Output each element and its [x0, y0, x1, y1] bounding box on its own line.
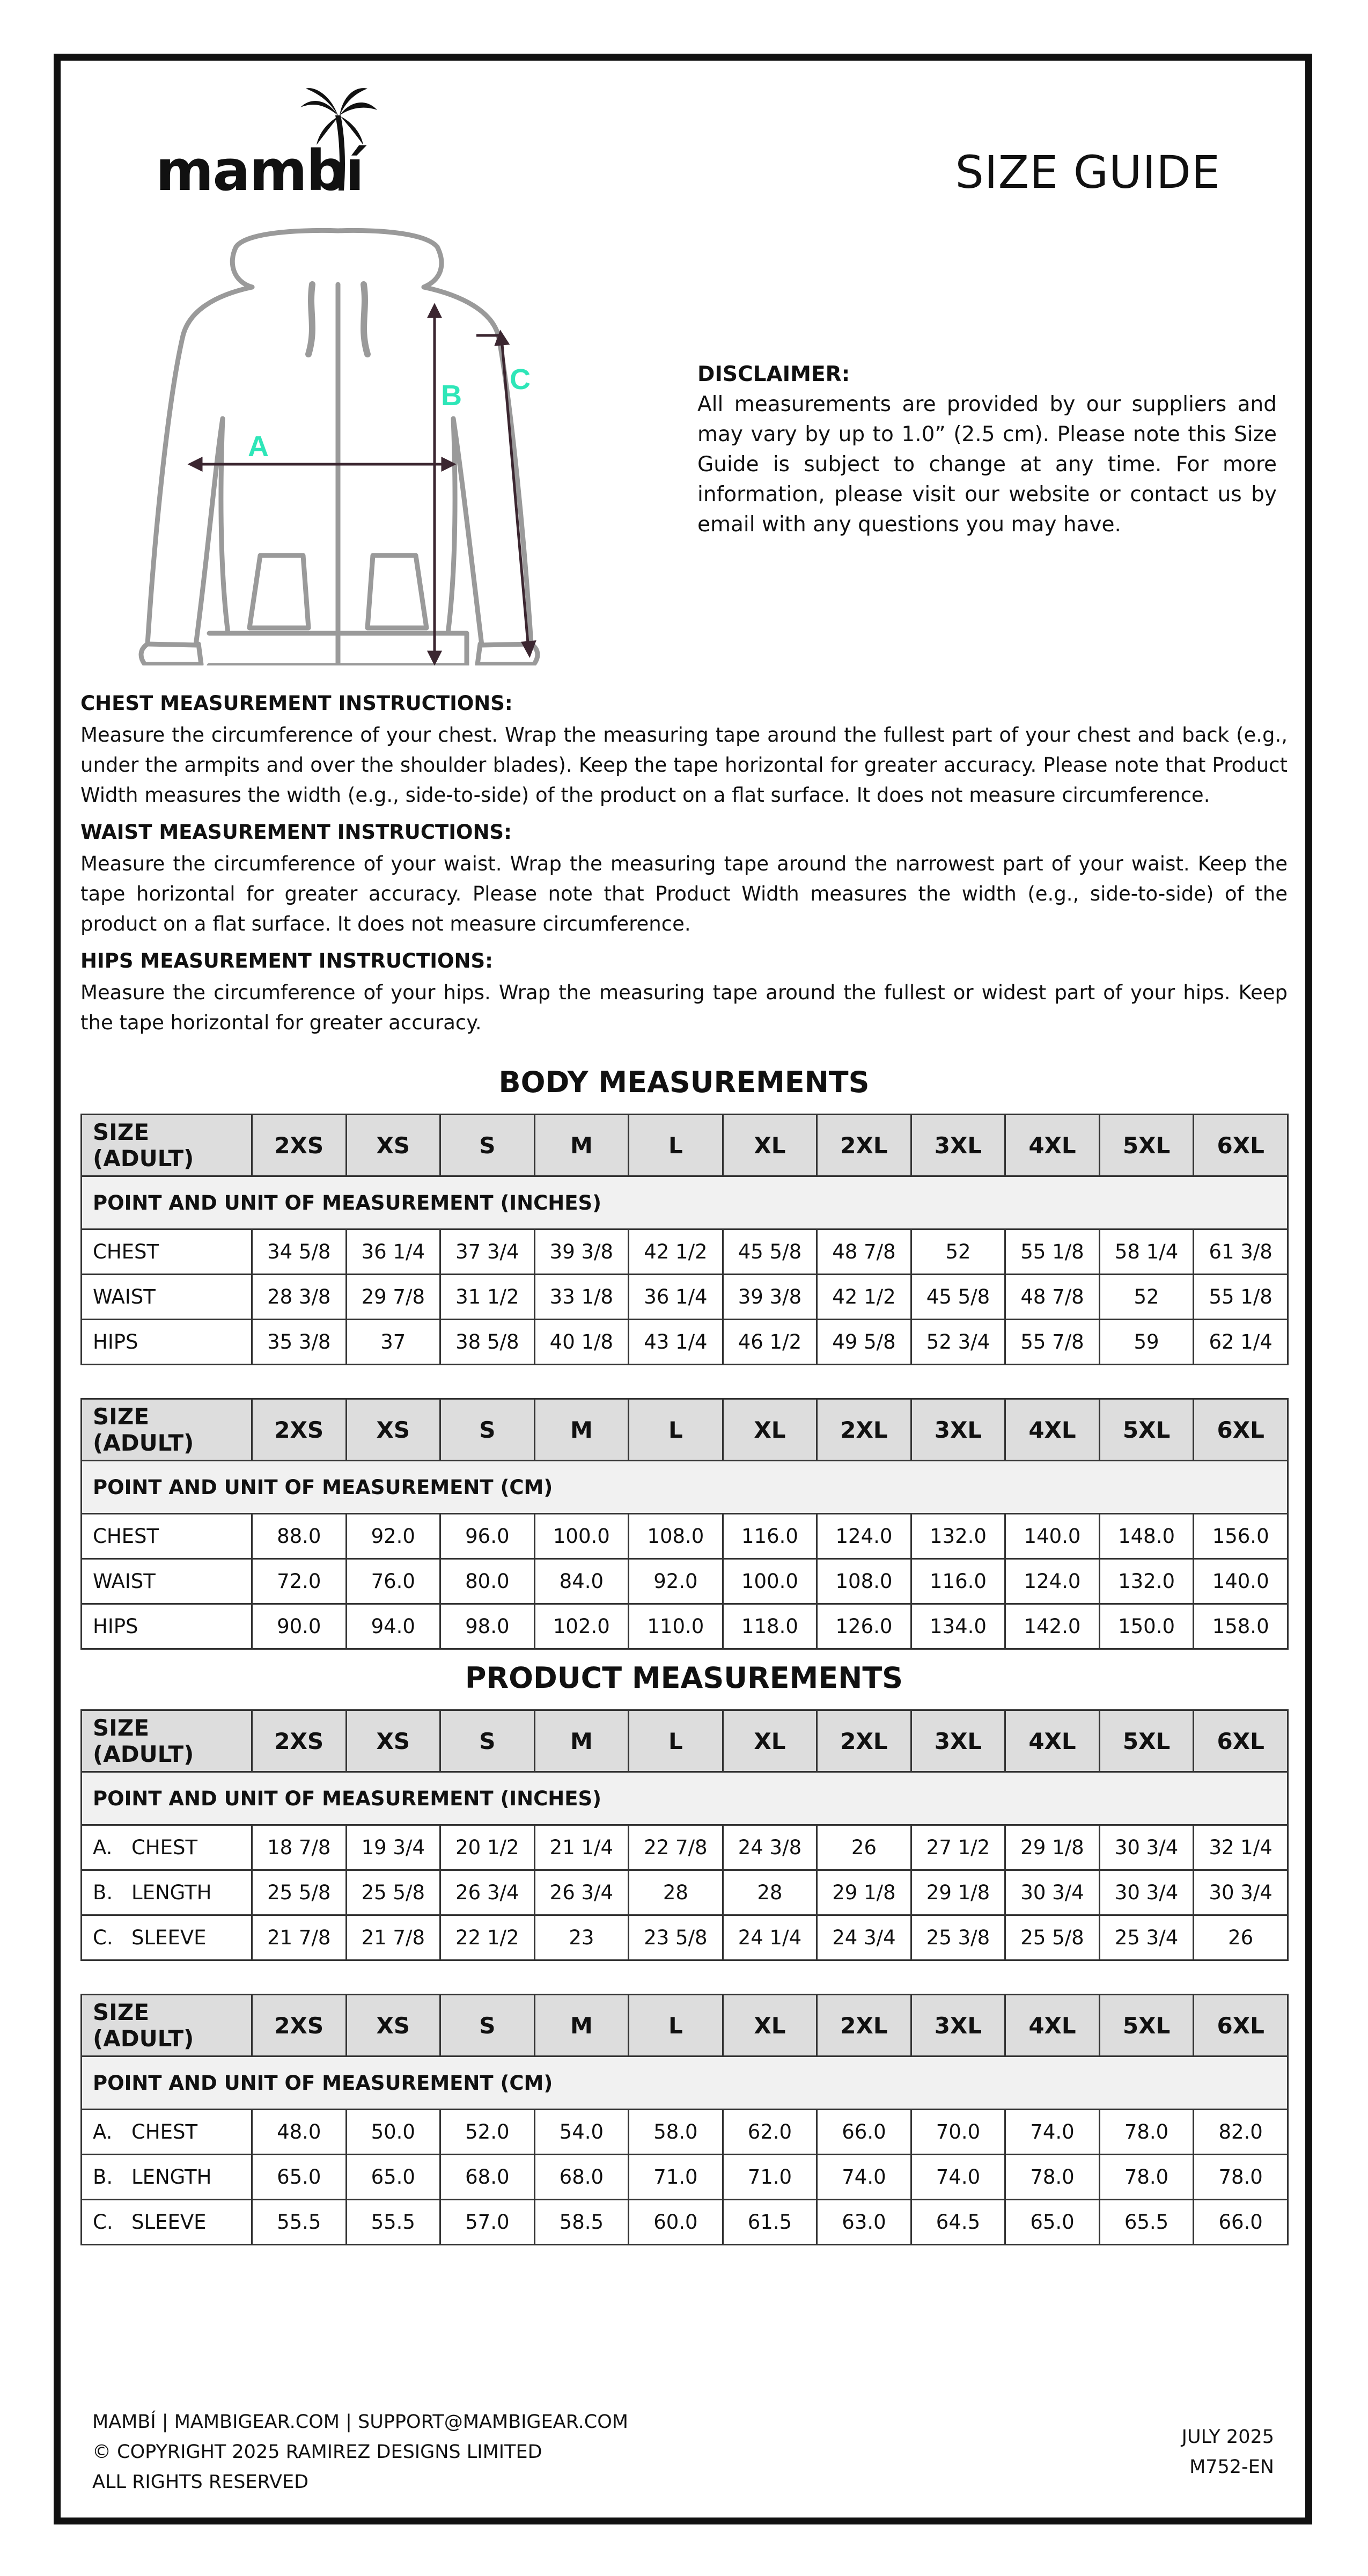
measurement-value-cell: 61.5 [723, 2200, 817, 2245]
measurement-value-cell: 27 1/2 [911, 1825, 1005, 1870]
measurement-value-cell: 20 1/2 [440, 1825, 535, 1870]
measurement-value-cell: 26 [1194, 1915, 1288, 1960]
unit-row [82, 1772, 1288, 1825]
measurement-value-cell: 23 5/8 [629, 1915, 723, 1960]
unit-label: POINT AND UNIT OF MEASUREMENT (INCHES) [82, 1772, 1288, 1825]
size-column-header: S [440, 1710, 535, 1772]
measurement-label: CHEST [93, 1525, 159, 1548]
measurement-value-cell: 49 5/8 [817, 1320, 911, 1365]
size-column-header: 5XL [1099, 1399, 1194, 1461]
measurement-value-cell: 65.0 [346, 2155, 440, 2200]
measurement-value-cell: 132.0 [911, 1514, 1005, 1559]
measurement-value-cell: 58 1/4 [1099, 1230, 1194, 1275]
measurement-value-cell: 19 3/4 [346, 1825, 440, 1870]
measurement-value-cell: 48 7/8 [817, 1230, 911, 1275]
size-column-header: XL [723, 1995, 817, 2057]
measurement-value-cell: 84.0 [534, 1559, 629, 1604]
measurement-value-cell: 34 5/8 [252, 1230, 347, 1275]
measurement-value-cell: 100.0 [534, 1514, 629, 1559]
size-column-header: M [534, 1399, 629, 1461]
size-column-header: 2XS [252, 1710, 347, 1772]
waist-instructions-text: Measure the circumference of your waist. Wrap the measuring tape around the narrowest part of your waist. Keep the tape horizontal for greater accuracy. Please note that Product Width measures the width (e.g., side-to-side) of the product on a flat surface. It does not measure circumference. [80, 852, 1288, 935]
size-column-header: 5XL [1099, 1115, 1194, 1176]
measurement-value-cell: 26 3/4 [440, 1870, 535, 1915]
measurement-letter: A. [93, 1836, 113, 1859]
measurement-value-cell: 108.0 [817, 1559, 911, 1604]
measurement-value-cell: 76.0 [346, 1559, 440, 1604]
size-column-header: 5XL [1099, 1710, 1194, 1772]
table-row [82, 2200, 1288, 2245]
size-column-header: XS [346, 1399, 440, 1461]
measurement-value-cell: 158.0 [1194, 1604, 1288, 1649]
measurement-value-cell: 45 5/8 [911, 1275, 1005, 1320]
table-header-row [82, 1115, 1288, 1176]
size-column-header: S [440, 1995, 535, 2057]
unit-label: POINT AND UNIT OF MEASUREMENT (INCHES) [82, 1176, 1288, 1230]
size-column-header: L [629, 1995, 723, 2057]
measurement-value-cell: 102.0 [534, 1604, 629, 1649]
measurement-value-cell: 29 7/8 [346, 1275, 440, 1320]
body-measurements-cm-table [80, 1398, 1289, 1650]
measurement-value-cell: 58.0 [629, 2110, 723, 2155]
measurement-value-cell: 52 [911, 1230, 1005, 1275]
size-column-header: M [534, 1710, 629, 1772]
size-column-header: L [629, 1399, 723, 1461]
measurement-value-cell: 40 1/8 [534, 1320, 629, 1365]
diagram-label-b: B [441, 379, 462, 412]
measurement-value-cell: 57.0 [440, 2200, 535, 2245]
measurement-label: LENGTH [131, 1881, 212, 1904]
size-column-header: 4XL [1005, 1995, 1100, 2057]
measurement-label: LENGTH [131, 2165, 212, 2189]
size-column-header: 4XL [1005, 1710, 1100, 1772]
chest-instructions-text: Measure the circumference of your chest. Wrap the measuring tape around the fullest part of your chest and back (e.g., under the armpits and over the shoulder blades). Keep the tape horizontal for greater accuracy. Please note that Product Width measures the width (e.g., side-to-side) of the product on a flat surface. It does not measure circumference. [80, 723, 1288, 807]
measurement-value-cell: 55 1/8 [1005, 1230, 1100, 1275]
measurement-value-cell: 54.0 [534, 2110, 629, 2155]
unit-row [82, 1176, 1288, 1230]
measurement-value-cell: 26 [817, 1825, 911, 1870]
measurement-value-cell: 29 1/8 [817, 1870, 911, 1915]
measurement-value-cell: 65.0 [252, 2155, 347, 2200]
measurement-value-cell: 25 3/4 [1099, 1915, 1194, 1960]
measurement-label-cell [82, 2155, 252, 2200]
footer-contact: MAMBÍ | MAMBIGEAR.COM | SUPPORT@MAMBIGEAR.COM [92, 2411, 628, 2433]
size-column-header: XS [346, 1995, 440, 2057]
measurement-value-cell: 94.0 [346, 1604, 440, 1649]
body-measurements-inches-table [80, 1114, 1289, 1365]
size-column-header: 3XL [911, 1115, 1005, 1176]
hips-instructions-heading: HIPS MEASUREMENT INSTRUCTIONS: [80, 949, 493, 972]
footer-rights: ALL RIGHTS RESERVED [92, 2471, 309, 2493]
measurement-value-cell: 60.0 [629, 2200, 723, 2245]
size-column-header: XL [723, 1115, 817, 1176]
measurement-value-cell: 80.0 [440, 1559, 535, 1604]
table-header-row [82, 1995, 1288, 2057]
brand-wordmark: mambí [156, 138, 364, 203]
measurement-value-cell: 82.0 [1194, 2110, 1288, 2155]
size-column-header: XS [346, 1115, 440, 1176]
size-column-header: M [534, 1115, 629, 1176]
measurement-label: CHEST [93, 1240, 159, 1263]
measurement-value-cell: 24 3/4 [817, 1915, 911, 1960]
measurement-value-cell: 72.0 [252, 1559, 347, 1604]
measurement-value-cell: 31 1/2 [440, 1275, 535, 1320]
measurement-value-cell: 92.0 [629, 1559, 723, 1604]
measurement-label: HIPS [93, 1330, 138, 1353]
measurement-value-cell: 63.0 [817, 2200, 911, 2245]
measurement-value-cell: 46 1/2 [723, 1320, 817, 1365]
table-row [82, 2110, 1288, 2155]
measurement-value-cell: 98.0 [440, 1604, 535, 1649]
measurement-value-cell: 55 1/8 [1194, 1275, 1288, 1320]
measurement-value-cell: 28 [629, 1870, 723, 1915]
measurement-instructions [80, 682, 1288, 1038]
measurement-value-cell: 124.0 [817, 1514, 911, 1559]
measurement-value-cell: 61 3/8 [1194, 1230, 1288, 1275]
measurement-value-cell: 100.0 [723, 1559, 817, 1604]
measurement-value-cell: 32 1/4 [1194, 1825, 1288, 1870]
measurement-label-cell [82, 2110, 252, 2155]
unit-label: POINT AND UNIT OF MEASUREMENT (CM) [82, 2057, 1288, 2110]
measurement-value-cell: 74.0 [817, 2155, 911, 2200]
measurement-value-cell: 116.0 [723, 1514, 817, 1559]
size-column-header: 6XL [1194, 1710, 1288, 1772]
measurement-value-cell: 33 1/8 [534, 1275, 629, 1320]
measurement-value-cell: 70.0 [911, 2110, 1005, 2155]
measurement-value-cell: 52 [1099, 1275, 1194, 1320]
measurement-value-cell: 116.0 [911, 1559, 1005, 1604]
measurement-value-cell: 48 7/8 [1005, 1275, 1100, 1320]
hoodie-diagram [123, 220, 553, 665]
product-measurements-inches-table [80, 1709, 1289, 1961]
diagram-label-c: C [510, 363, 531, 396]
measurement-value-cell: 29 1/8 [911, 1870, 1005, 1915]
product-measurements-cm-table [80, 1994, 1289, 2245]
product-measurements-title: PRODUCT MEASUREMENTS [465, 1661, 903, 1695]
measurement-label-cell [82, 1230, 252, 1275]
measurement-value-cell: 29 1/8 [1005, 1825, 1100, 1870]
measurement-value-cell: 39 3/8 [534, 1230, 629, 1275]
measurement-value-cell: 22 1/2 [440, 1915, 535, 1960]
unit-row [82, 2057, 1288, 2110]
measurement-value-cell: 150.0 [1099, 1604, 1194, 1649]
measurement-value-cell: 52 3/4 [911, 1320, 1005, 1365]
size-column-header: 4XL [1005, 1115, 1100, 1176]
measurement-value-cell: 71.0 [723, 2155, 817, 2200]
size-column-header: M [534, 1995, 629, 2057]
table-row [82, 1559, 1288, 1604]
size-column-header: 6XL [1194, 1995, 1288, 2057]
measurement-label: SLEEVE [131, 2211, 207, 2234]
measurement-value-cell: 22 7/8 [629, 1825, 723, 1870]
measurement-value-cell: 18 7/8 [252, 1825, 347, 1870]
measurement-value-cell: 37 [346, 1320, 440, 1365]
measurement-value-cell: 132.0 [1099, 1559, 1194, 1604]
size-column-header: 2XL [817, 1710, 911, 1772]
measurement-value-cell: 26 3/4 [534, 1870, 629, 1915]
table-row [82, 1275, 1288, 1320]
hips-instructions-text: Measure the circumference of your hips. Wrap the measuring tape around the fullest or widest part of your hips. Keep the tape horizontal for greater accuracy. [80, 981, 1288, 1034]
footer-copyright: © COPYRIGHT 2025 RAMIREZ DESIGNS LIMITED [92, 2441, 542, 2463]
measurement-value-cell: 42 1/2 [629, 1230, 723, 1275]
size-column-header: 6XL [1194, 1399, 1288, 1461]
measurement-value-cell: 71.0 [629, 2155, 723, 2200]
measurement-letter: A. [93, 2120, 113, 2143]
measurement-label: CHEST [131, 2120, 198, 2143]
table-row [82, 1825, 1288, 1870]
measurement-value-cell: 25 5/8 [346, 1870, 440, 1915]
measurement-value-cell: 55.5 [346, 2200, 440, 2245]
size-column-header: L [629, 1115, 723, 1176]
measurement-letter: B. [93, 1881, 113, 1904]
table-header-row [82, 1710, 1288, 1772]
measurement-letter: B. [93, 2165, 113, 2189]
measurement-label-cell [82, 1275, 252, 1320]
measurement-label: CHEST [131, 1836, 198, 1859]
size-column-header: 5XL [1099, 1995, 1194, 2057]
measurement-label-cell [82, 1915, 252, 1960]
disclaimer-text: All measurements are provided by our suppliers and may vary by up to 1.0” (2.5 cm). Please note this Size Guide is subject to change at any time. For more information, please visit our website or contact us by email with any questions you may have. [697, 392, 1277, 537]
measurement-value-cell: 21 1/4 [534, 1825, 629, 1870]
measurement-value-cell: 142.0 [1005, 1604, 1100, 1649]
size-header-cell: SIZE (ADULT) [82, 1710, 252, 1772]
measurement-value-cell: 48.0 [252, 2110, 347, 2155]
size-header-cell: SIZE (ADULT) [82, 1115, 252, 1176]
measurement-value-cell: 55.5 [252, 2200, 347, 2245]
measurement-label: WAIST [93, 1570, 156, 1593]
diagram-label-a: A [248, 430, 269, 463]
size-column-header: 2XS [252, 1995, 347, 2057]
measurement-value-cell: 25 5/8 [252, 1870, 347, 1915]
measurement-value-cell: 78.0 [1194, 2155, 1288, 2200]
table-row [82, 1514, 1288, 1559]
size-column-header: 3XL [911, 1710, 1005, 1772]
measurement-value-cell: 28 [723, 1870, 817, 1915]
size-header-cell: SIZE (ADULT) [82, 1399, 252, 1461]
disclaimer-heading: DISCLAIMER: [697, 362, 850, 386]
size-column-header: L [629, 1710, 723, 1772]
measurement-value-cell: 59 [1099, 1320, 1194, 1365]
measurement-value-cell: 21 7/8 [252, 1915, 347, 1960]
size-column-header: S [440, 1399, 535, 1461]
size-column-header: 6XL [1194, 1115, 1288, 1176]
measurement-value-cell: 74.0 [911, 2155, 1005, 2200]
measurement-value-cell: 140.0 [1194, 1559, 1288, 1604]
measurement-value-cell: 38 5/8 [440, 1320, 535, 1365]
body-measurements-title: BODY MEASUREMENTS [498, 1065, 870, 1099]
measurement-value-cell: 25 3/8 [911, 1915, 1005, 1960]
measurement-value-cell: 88.0 [252, 1514, 347, 1559]
table-row [82, 1230, 1288, 1275]
measurement-value-cell: 45 5/8 [723, 1230, 817, 1275]
table-row [82, 1870, 1288, 1915]
measurement-value-cell: 30 3/4 [1099, 1870, 1194, 1915]
footer-date: JULY 2025 [1181, 2426, 1274, 2448]
measurement-label: WAIST [93, 1285, 156, 1308]
measurement-value-cell: 65.0 [1005, 2200, 1100, 2245]
table-row [82, 1915, 1288, 1960]
table-row [82, 2155, 1288, 2200]
measurement-value-cell: 66.0 [1194, 2200, 1288, 2245]
measurement-label-cell [82, 1604, 252, 1649]
size-column-header: 3XL [911, 1399, 1005, 1461]
disclaimer [697, 360, 1277, 540]
measurement-value-cell: 110.0 [629, 1604, 723, 1649]
measurement-value-cell: 90.0 [252, 1604, 347, 1649]
measurement-value-cell: 52.0 [440, 2110, 535, 2155]
measurement-value-cell: 126.0 [817, 1604, 911, 1649]
brand-logo [156, 83, 386, 203]
measurement-value-cell: 62.0 [723, 2110, 817, 2155]
measurement-value-cell: 92.0 [346, 1514, 440, 1559]
measurement-label-cell [82, 1559, 252, 1604]
size-header-cell: SIZE (ADULT) [82, 1995, 252, 2057]
measurement-value-cell: 24 1/4 [723, 1915, 817, 1960]
measurement-label-cell [82, 1825, 252, 1870]
measurement-value-cell: 64.5 [911, 2200, 1005, 2245]
measurement-value-cell: 74.0 [1005, 2110, 1100, 2155]
measurement-value-cell: 43 1/4 [629, 1320, 723, 1365]
footer-meta [1182, 2422, 1274, 2482]
measurement-value-cell: 24 3/8 [723, 1825, 817, 1870]
measurement-value-cell: 78.0 [1005, 2155, 1100, 2200]
waist-instructions-heading: WAIST MEASUREMENT INSTRUCTIONS: [80, 821, 512, 844]
size-column-header: 2XS [252, 1399, 347, 1461]
measurement-letter: C. [93, 1926, 113, 1949]
measurement-letter: C. [93, 2211, 113, 2234]
measurement-value-cell: 58.5 [534, 2200, 629, 2245]
measurement-value-cell: 62 1/4 [1194, 1320, 1288, 1365]
size-column-header: 3XL [911, 1995, 1005, 2057]
measurement-value-cell: 30 3/4 [1005, 1870, 1100, 1915]
measurement-value-cell: 140.0 [1005, 1514, 1100, 1559]
measurement-label: HIPS [93, 1615, 138, 1638]
page-title: SIZE GUIDE [955, 146, 1220, 199]
chest-instructions-heading: CHEST MEASUREMENT INSTRUCTIONS: [80, 692, 513, 715]
measurement-label-cell [82, 1870, 252, 1915]
measurement-value-cell: 35 3/8 [252, 1320, 347, 1365]
measurement-label-cell [82, 1514, 252, 1559]
size-column-header: 2XL [817, 1115, 911, 1176]
size-column-header: 2XL [817, 1995, 911, 2057]
measurement-value-cell: 30 3/4 [1194, 1870, 1288, 1915]
measurement-value-cell: 21 7/8 [346, 1915, 440, 1960]
measurement-value-cell: 78.0 [1099, 2155, 1194, 2200]
measurement-value-cell: 37 3/4 [440, 1230, 535, 1275]
measurement-label-cell [82, 1320, 252, 1365]
measurement-value-cell: 25 5/8 [1005, 1915, 1100, 1960]
size-column-header: S [440, 1115, 535, 1176]
table-row [82, 1320, 1288, 1365]
measurement-value-cell: 42 1/2 [817, 1275, 911, 1320]
measurement-value-cell: 68.0 [440, 2155, 535, 2200]
footer-info [92, 2407, 628, 2497]
measurement-value-cell: 148.0 [1099, 1514, 1194, 1559]
measurement-value-cell: 78.0 [1099, 2110, 1194, 2155]
size-column-header: 2XL [817, 1399, 911, 1461]
measurement-value-cell: 156.0 [1194, 1514, 1288, 1559]
measurement-value-cell: 134.0 [911, 1604, 1005, 1649]
size-column-header: XL [723, 1399, 817, 1461]
footer-code: M752-EN [1189, 2456, 1274, 2478]
table-row [82, 1604, 1288, 1649]
measurement-value-cell: 50.0 [346, 2110, 440, 2155]
measurement-value-cell: 96.0 [440, 1514, 535, 1559]
size-column-header: XL [723, 1710, 817, 1772]
measurement-value-cell: 28 3/8 [252, 1275, 347, 1320]
measurement-value-cell: 36 1/4 [629, 1275, 723, 1320]
measurement-value-cell: 36 1/4 [346, 1230, 440, 1275]
measurement-value-cell: 23 [534, 1915, 629, 1960]
measurement-value-cell: 66.0 [817, 2110, 911, 2155]
measurement-label-cell [82, 2200, 252, 2245]
measurement-value-cell: 30 3/4 [1099, 1825, 1194, 1870]
measurement-value-cell: 39 3/8 [723, 1275, 817, 1320]
table-header-row [82, 1399, 1288, 1461]
measurement-value-cell: 55 7/8 [1005, 1320, 1100, 1365]
measurement-value-cell: 118.0 [723, 1604, 817, 1649]
unit-row [82, 1461, 1288, 1514]
measurement-label: SLEEVE [131, 1926, 207, 1949]
size-column-header: 2XS [252, 1115, 347, 1176]
size-column-header: 4XL [1005, 1399, 1100, 1461]
measurement-value-cell: 124.0 [1005, 1559, 1100, 1604]
measurement-value-cell: 68.0 [534, 2155, 629, 2200]
measurement-value-cell: 65.5 [1099, 2200, 1194, 2245]
measurement-value-cell: 108.0 [629, 1514, 723, 1559]
size-column-header: XS [346, 1710, 440, 1772]
unit-label: POINT AND UNIT OF MEASUREMENT (CM) [82, 1461, 1288, 1514]
